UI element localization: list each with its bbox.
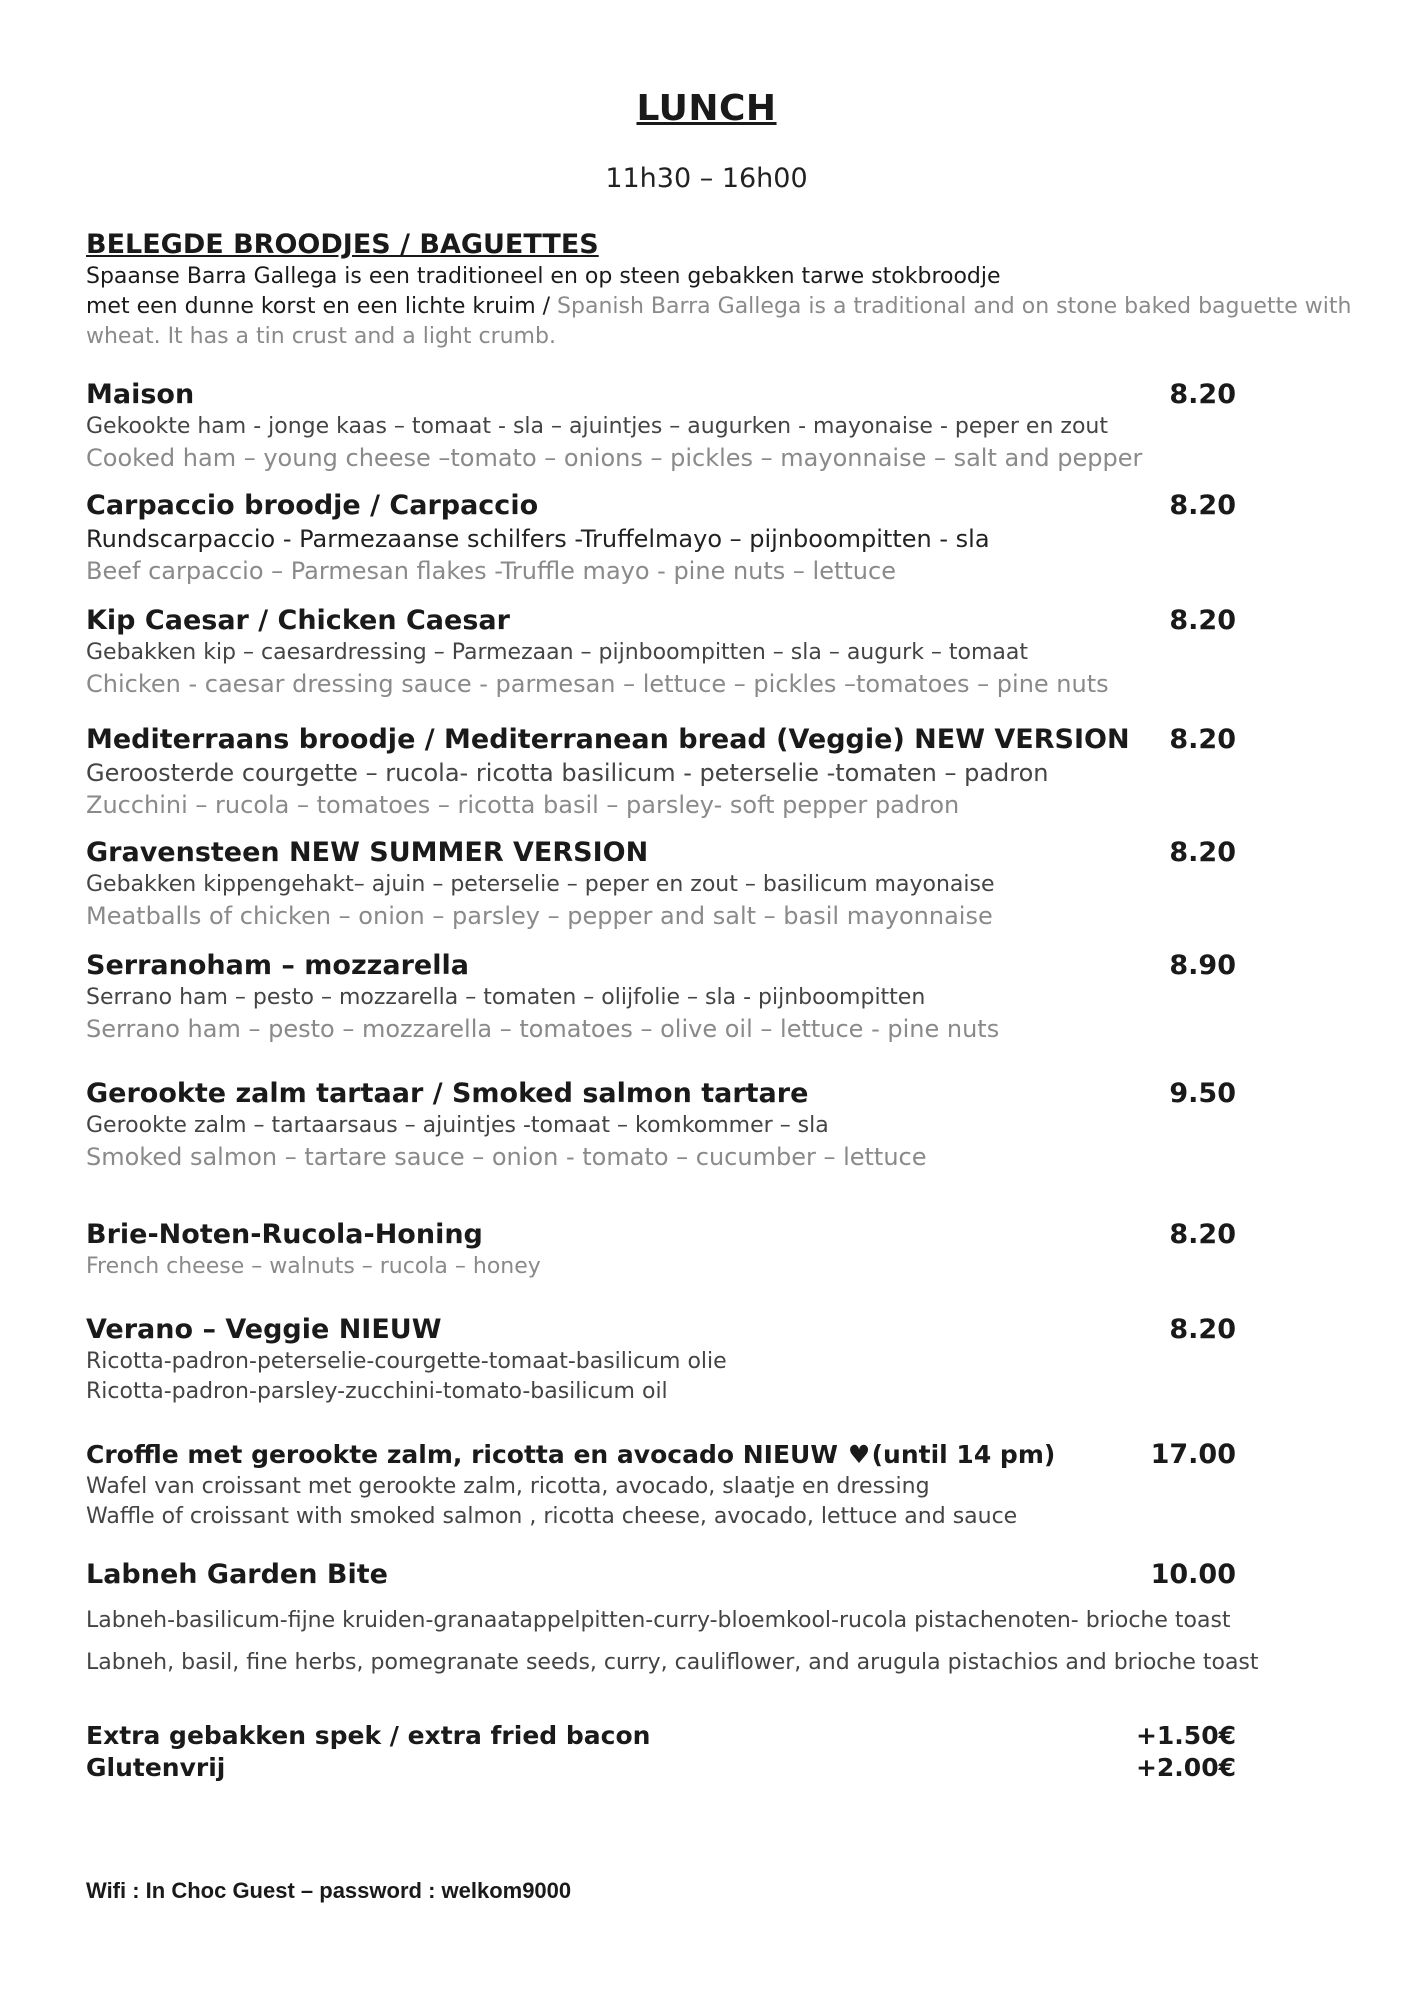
item-description-en: Chicken - caesar dressing sauce - parmesan – lettuce – pickles –tomatoes – pine nuts <box>86 670 1109 698</box>
item-name: Brie-Noten-Rucola-Honing <box>86 1219 483 1250</box>
extra-row <box>86 1752 1236 1784</box>
item-price: 8.20 <box>1169 1314 1236 1345</box>
item-description-nl: Labneh-basilicum-fijne kruiden-granaatappelpitten-curry-bloemkool-rucola pistachenoten- brioche toast <box>86 1608 1231 1633</box>
item-name <box>86 1438 1055 1472</box>
item-description-nl: Ricotta-padron-peterselie-courgette-tomaat-basilicum olie <box>86 1349 727 1374</box>
intro-en-line-1: Spanish Barra Gallega is a traditional and on stone baked baguette with <box>557 294 1352 319</box>
heart-icon: ♥ <box>847 1440 871 1469</box>
menu-item-salmon-tartare <box>86 1077 1236 1173</box>
item-description-en: Cooked ham – young cheese –tomato – onions – pickles – mayonnaise – salt and pepper <box>86 444 1143 472</box>
extra-row <box>86 1720 1236 1752</box>
item-description-en: French cheese – walnuts – rucola – honey <box>86 1254 541 1279</box>
item-name: Labneh Garden Bite <box>86 1559 388 1590</box>
item-name-text: Croffle met gerookte zalm, ricotta en avocado NIEUW <box>86 1440 847 1469</box>
item-name-suffix: (until 14 pm) <box>871 1440 1056 1469</box>
item-description-nl: Gekookte ham - jonge kaas – tomaat - sla – ajuintjes – augurken - mayonaise - peper en zout <box>86 414 1108 439</box>
item-name: Verano – Veggie NIEUW <box>86 1314 442 1345</box>
menu-item-serranoham <box>86 949 1236 1045</box>
item-description-en: Labneh, basil, fine herbs, pomegranate seeds, curry, cauliflower, and arugula pistachios and brioche toast <box>86 1650 1259 1675</box>
item-description-nl: Serrano ham – pesto – mozzarella – tomaten – olijfolie – sla - pijnboompitten <box>86 985 926 1010</box>
page-title: LUNCH <box>636 88 777 129</box>
item-description-en: Beef carpaccio – Parmesan flakes -Truffle mayo - pine nuts – lettuce <box>86 557 896 585</box>
menu-item-maison <box>86 378 1236 474</box>
item-name: Mediterraans broodje / Mediterranean bread (Veggie) NEW VERSION <box>86 724 1130 755</box>
item-description-en: Meatballs of chicken – onion – parsley – pepper and salt – basil mayonnaise <box>86 902 993 930</box>
item-description-nl: Gerookte zalm – tartaarsaus – ajuintjes -tomaat – komkommer – sla <box>86 1113 829 1138</box>
menu-item-carpaccio <box>86 489 1236 587</box>
menu-item-labneh <box>86 1558 1286 1678</box>
extra-price: +1.50€ <box>1135 1721 1236 1750</box>
item-name: Carpaccio broodje / Carpaccio <box>86 490 539 521</box>
item-name: Kip Caesar / Chicken Caesar <box>86 605 510 636</box>
item-description-nl: Geroosterde courgette – rucola- ricotta basilicum - peterselie -tomaten – padron <box>86 759 1049 787</box>
item-description-nl: Wafel van croissant met gerookte zalm, ricotta, avocado, slaatje en dressing <box>86 1474 930 1499</box>
item-description-nl: Gebakken kip – caesardressing – Parmezaan – pijnboompitten – sla – augurk – tomaat <box>86 640 1029 665</box>
intro-nl-line-1: Spaanse Barra Gallega is een traditioneel en op steen gebakken tarwe stokbroodje <box>86 264 1001 289</box>
item-description-en: Zucchini – rucola – tomatoes – ricotta basil – parsley- soft pepper padron <box>86 791 960 819</box>
item-name: Serranoham – mozzarella <box>86 950 469 981</box>
item-price: 8.20 <box>1169 837 1236 868</box>
item-description-en: Smoked salmon – tartare sauce – onion - tomato – cucumber – lettuce <box>86 1143 927 1171</box>
extra-price: +2.00€ <box>1135 1753 1236 1782</box>
item-description-nl: Rundscarpaccio - Parmezaanse schilfers -Truffelmayo – pijnboompitten - sla <box>86 525 990 553</box>
menu-item-brie <box>86 1218 1236 1282</box>
menu-item-gravensteen <box>86 836 1236 932</box>
extra-label: Extra gebakken spek / extra fried bacon <box>86 1721 651 1750</box>
item-description-en: Waffle of croissant with smoked salmon , ricotta cheese, avocado, lettuce and sauce <box>86 1504 1018 1529</box>
item-price: 8.20 <box>1169 490 1236 521</box>
menu-item-croffle <box>86 1438 1236 1532</box>
item-name: Gerookte zalm tartaar / Smoked salmon tartare <box>86 1078 809 1109</box>
intro-nl-line-2: met een dunne korst en een lichte kruim / <box>86 294 558 319</box>
extra-label: Glutenvrij <box>86 1753 226 1782</box>
section-intro <box>86 228 1356 352</box>
extras-list <box>86 1720 1236 1784</box>
menu-item-chicken-caesar <box>86 604 1236 700</box>
intro-text <box>86 262 1356 352</box>
intro-en-line-2: wheat. It has a tin crust and a light crumb. <box>86 324 556 349</box>
item-price: 8.90 <box>1169 950 1236 981</box>
item-price: 17.00 <box>1150 1439 1236 1470</box>
menu-item-verano <box>86 1313 1236 1407</box>
item-description-en: Ricotta-padron-parsley-zucchini-tomato-basilicum oil <box>86 1379 668 1404</box>
section-heading: BELEGDE BROODJES / BAGUETTES <box>86 229 599 260</box>
item-description-nl: Gebakken kippengehakt– ajuin – peterselie – peper en zout – basilicum mayonaise <box>86 872 995 897</box>
item-price: 8.20 <box>1169 1219 1236 1250</box>
item-name: Maison <box>86 379 195 410</box>
menu-item-mediterranean <box>86 723 1236 821</box>
item-name: Gravensteen NEW SUMMER VERSION <box>86 837 649 868</box>
wifi-info: Wifi : In Choc Guest – password : welkom9000 <box>86 1878 572 1903</box>
item-price: 10.00 <box>1150 1559 1236 1590</box>
item-price: 8.20 <box>1169 379 1236 410</box>
item-price: 9.50 <box>1169 1078 1236 1109</box>
item-price: 8.20 <box>1169 724 1236 755</box>
opening-hours: 11h30 – 16h00 <box>605 163 808 194</box>
item-price: 8.20 <box>1169 605 1236 636</box>
item-description-en: Serrano ham – pesto – mozzarella – tomatoes – olive oil – lettuce - pine nuts <box>86 1015 1000 1043</box>
